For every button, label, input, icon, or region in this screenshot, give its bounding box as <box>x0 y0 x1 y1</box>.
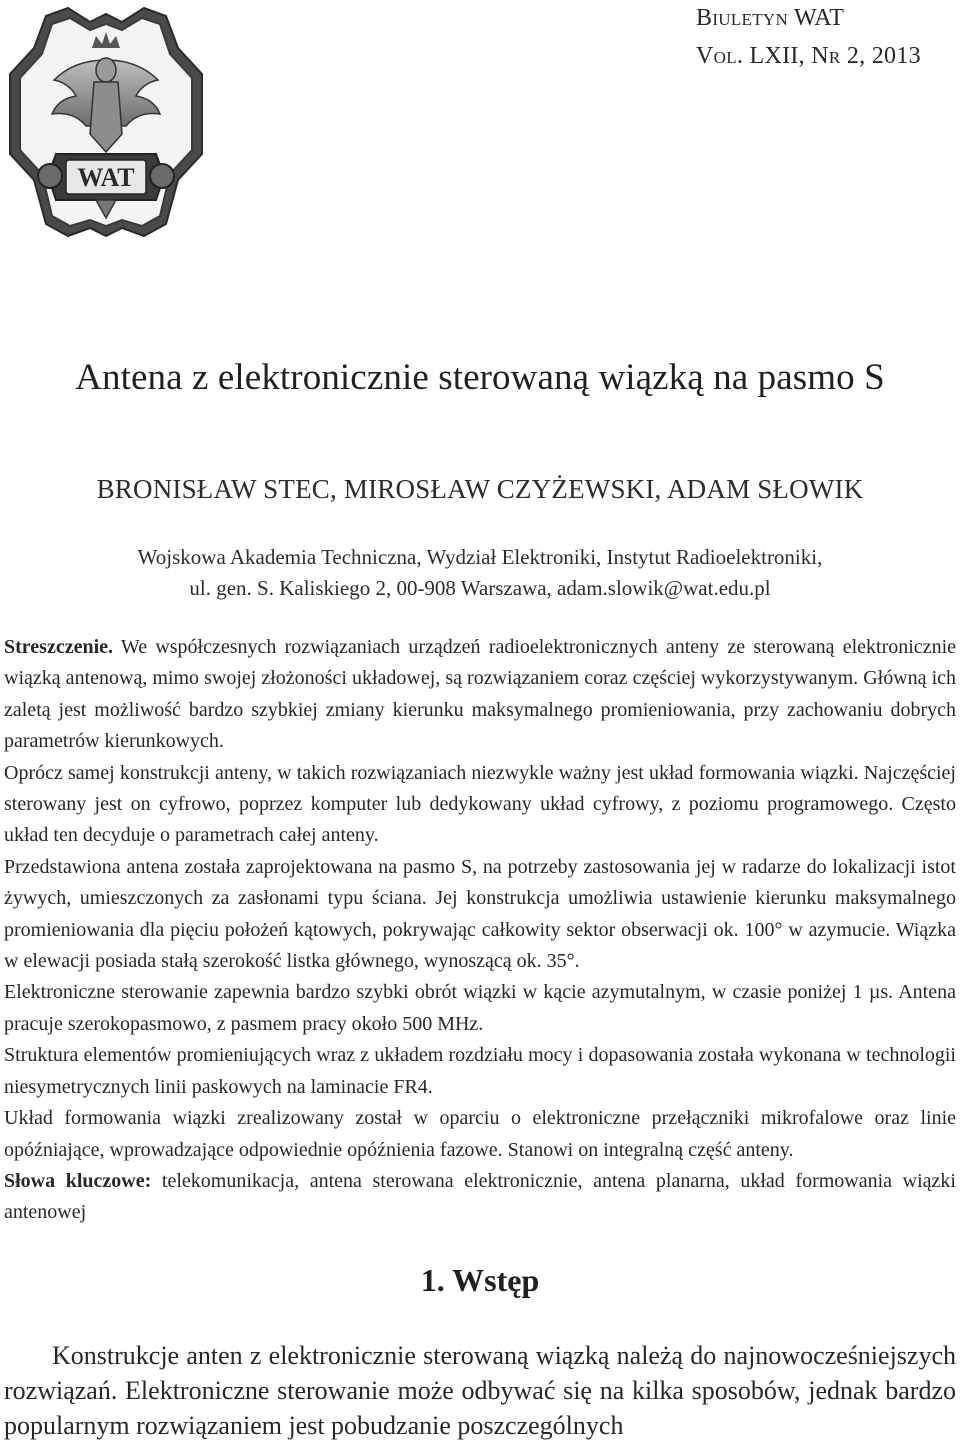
svg-text:WAT: WAT <box>77 163 135 192</box>
affiliation <box>0 542 960 604</box>
abstract-paragraph-2: Oprócz samej konstrukcji anteny, w takich rozwiązaniach niezwykle ważny jest układ formowania wiązki. Najczęściej sterowany jest on cyfrowo, poprzez komputer lub dedykowany układ cyfrowy, z poziomu programowego. Często układ ten decyduje o parametrach całej anteny. <box>4 761 956 847</box>
journal-header <box>696 0 956 76</box>
abstract-paragraph-5: Struktura elementów promieniujących wraz z układem rozdziału mocy i dopasowania została wykonana w technologii niesymetrycznych linii paskowych na laminacie FR4. <box>4 1044 956 1098</box>
keywords-label: Słowa kluczowe: <box>4 1169 152 1192</box>
wat-eagle-logo <box>6 4 206 240</box>
abstract-label: Streszczenie. <box>4 636 114 658</box>
keywords-text: telekomunikacja, antena sterowana elektronicznie, antena planarna, układ formowania wiązki antenowej <box>4 1169 956 1224</box>
body-paragraph: Konstrukcje anten z elektronicznie sterowaną wiązką należą do najnowocześniejszych rozwiązań. Elektroniczne sterowanie może odbywać się na kilka sposobów, jednak bardzo popularnym rozwiązaniem jest pobudzanie poszczególnych <box>4 1341 956 1440</box>
journal-volume: VOL. LXII, NR 2, 2013 <box>696 43 921 69</box>
abstract-paragraph-3: Przedstawiona antena została zaprojektowana na pasmo S, na potrzeby zastosowania jej w radarze do lokalizacji istot żywych, umieszczonych za zasłonami typu ściana. Jej konstrukcja umożliwia ustawienie kierunku maksymalnego promieniowania dla pięciu położeń kątowych, pokrywając całkowity sektor obserwacji ok. 100° w azymucie. Wiązka w elewacji posiada stałą szerokość listka głównego, wynoszącą ok. 35°. <box>4 855 956 973</box>
section-heading: 1. Wstęp <box>420 1262 540 1298</box>
abstract-paragraph-1 <box>4 632 956 758</box>
journal-name: BIULETYN WAT <box>696 5 845 31</box>
paper-authors: BRONISŁAW STEC, MIROSŁAW CZYŻEWSKI, ADAM SŁOWIK <box>96 474 864 504</box>
affiliation-line-2: ul. gen. S. Kaliskiego 2, 00-908 Warszawa, adam.slowik@wat.edu.pl <box>189 576 771 600</box>
abstract-paragraph-4: Elektroniczne sterowanie zapewnia bardzo szybki obrót wiązki w kącie azymutalnym, w czasie poniżej 1 µs. Antena pracuje szerokopasmowo, z pasmem pracy około 500 MHz. <box>4 981 956 1035</box>
abstract-paragraph-6: Układ formowania wiązki zrealizowany został w oparciu o elektroniczne przełączniki mikrofalowe oraz linie opóźniające, wprowadzające odpowiednie opóźnienia fazowe. Stanowi on integralną część anteny. <box>4 1107 956 1161</box>
keywords <box>4 1166 956 1229</box>
body-text <box>4 1338 956 1443</box>
affiliation-line-1: Wojskowa Akademia Techniczna, Wydział Elektroniki, Instytut Radioelektroniki, <box>137 545 823 569</box>
abstract-text-1: We współczesnych rozwiązaniach urządzeń radioelektronicznych anteny ze sterowaną elektronicznie wiązką antenową, mimo swojej złożoności układowej, są rozwiązaniem coraz częściej wykorzystywanym. Główną ich zaletą jest możliwość bardzo szybkiej zmiany kierunku maksymalnego promieniowania, przy zachowaniu dobrych parametrów kierunkowych. <box>4 636 956 753</box>
paper-title: Antena z elektronicznie sterowaną wiązką na pasmo S <box>75 357 885 398</box>
abstract <box>4 632 956 1229</box>
